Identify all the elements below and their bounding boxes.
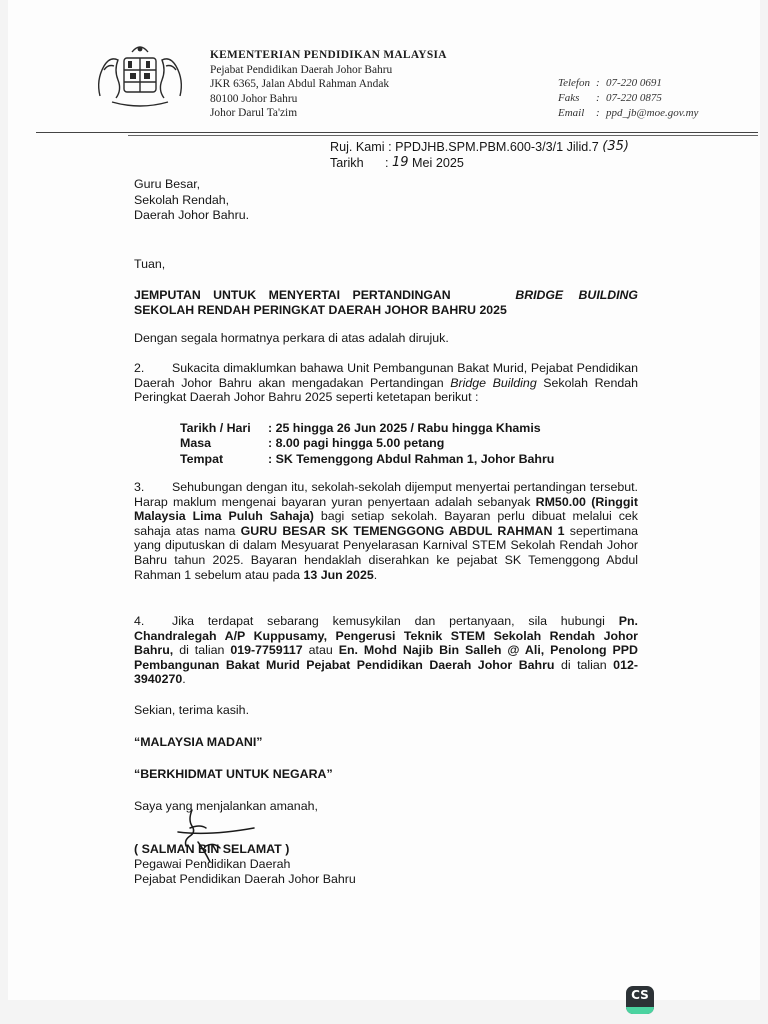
event-details [180,421,554,467]
coat-of-arms-icon [92,40,188,112]
reference-block [330,139,629,171]
slogan-berkhidmat: “BERKHIDMAT UNTUK NEGARA” [134,767,333,781]
handwritten-day: 19 [392,155,409,170]
signatory-office: Pejabat Pendidikan Daerah Johor Bahru [134,872,356,886]
paragraph-3: 3. Sehubungan dengan itu, sekolah-sekolah dijemput menyertai pertandingan tersebut. Harap maklum mengenai bayaran yuran penyertaan adalah sebanyak RM50.00 (Ringgit Malaysia Lima Puluh Sahaja) bagi setiap sekolah. Bayaran perlu dibuat melalui cek sahaja atas nama GURU BESAR SK TEMENGGONG ABDUL RAHMAN 1 sepertimana yang diputuskan di dalam Mesyuarat Penyelarasan Karnival STEM Sekolah Rendah Johor Bahru tahun 2025. Bayaran hendaklah diserahkan ke pejabat SK Temenggong Abdul Rahman 1 sebelum atau pada 13 Jun 2025. [134,480,638,582]
signatory-name: ( SALMAN BIN SELAMAT ) [134,842,290,856]
letterhead-address [210,48,510,121]
salutation: Tuan, [134,257,166,271]
letterhead-divider [36,132,758,133]
contact-phone: Telefon : 07-220 0691 [558,77,662,89]
ministry-name: KEMENTERIAN PENDIDIKAN MALAYSIA [210,49,447,61]
letterhead-contacts [558,76,758,120]
intro-paragraph: Dengan segala hormatnya perkara di atas adalah dirujuk. [134,331,449,345]
letter-page [8,0,760,1000]
letter-subject: JEMPUTAN UNTUK MENYERTAI PERTANDINGAN BRIDGE BUILDING SEKOLAH RENDAH PERINGKAT DAERAH JOHOR BAHRU 2025 [134,288,638,317]
contact-fax: Faks : 07-220 0875 [558,91,662,104]
signatory-title: Pegawai Pendidikan Daerah [134,857,291,871]
reference-number: Ruj. Kami : PPDJHB.SPM.PBM.600-3/3/1 Jilid.7 (35) [330,139,629,154]
detail-row: Tempat : SK Temenggong Abdul Rahman 1, Johor Bahru [180,451,555,466]
address-line: JKR 6365, Jalan Abdul Rahman Andak [210,78,390,91]
paragraph-2: 2. Sukacita dimaklumkan bahawa Unit Pembangunan Bakat Murid, Pejabat Pendidikan Daerah Johor Bahru akan mengadakan Pertandingan Bridge Building Sekolah Rendah Peringkat Daerah Johor Bahru 2025 seperti ketetapan berikut : [134,361,639,405]
closing-remark: Sekian, terima kasih. [134,703,250,717]
contact-email: Email : ppd_jb@moe.gov.my [558,106,699,119]
recipient-address: Guru Besar, Sekolah Rendah, Daerah Johor Bahru. [134,177,250,223]
paragraph-4: 4. Jika terdapat sebarang kemusykilan dan pertanyaan, sila hubungi Pn. Chandralegah A/P Kuppusamy, Pengerusi Teknik STEM Sekolah Rendah Johor Bahru, di talian 019-7759117 atau En. Mohd Najib Bin Salleh @ Ali, Penolong PPD Pembangunan Bakat Murid Pejabat Pendidikan Daerah Johor Bahru di talian 012-3940270. [134,614,638,687]
camscanner-badge-icon: CS [626,986,654,1014]
detail-row: Masa : 8.00 pagi hingga 5.00 petang [180,436,445,451]
detail-row: Tarikh / Hari : 25 hingga 26 Jun 2025 / Rabu hingga Khamis [180,421,541,435]
address-line: 80100 Johor Bahru [210,92,298,105]
letterhead-divider-secondary [128,135,758,136]
address-line: Pejabat Pendidikan Daerah Johor Bahru [210,63,393,76]
address-line: Johor Darul Ta'zim [210,107,298,120]
letter-date: Tarikh : 19 Mei 2025 [330,155,464,170]
handwritten-ref: (35) [602,139,629,154]
slogan-madani: “MALAYSIA MADANI” [134,735,263,749]
sign-intro: Saya yang menjalankan amanah, [134,799,318,813]
signatory-block [134,842,534,887]
